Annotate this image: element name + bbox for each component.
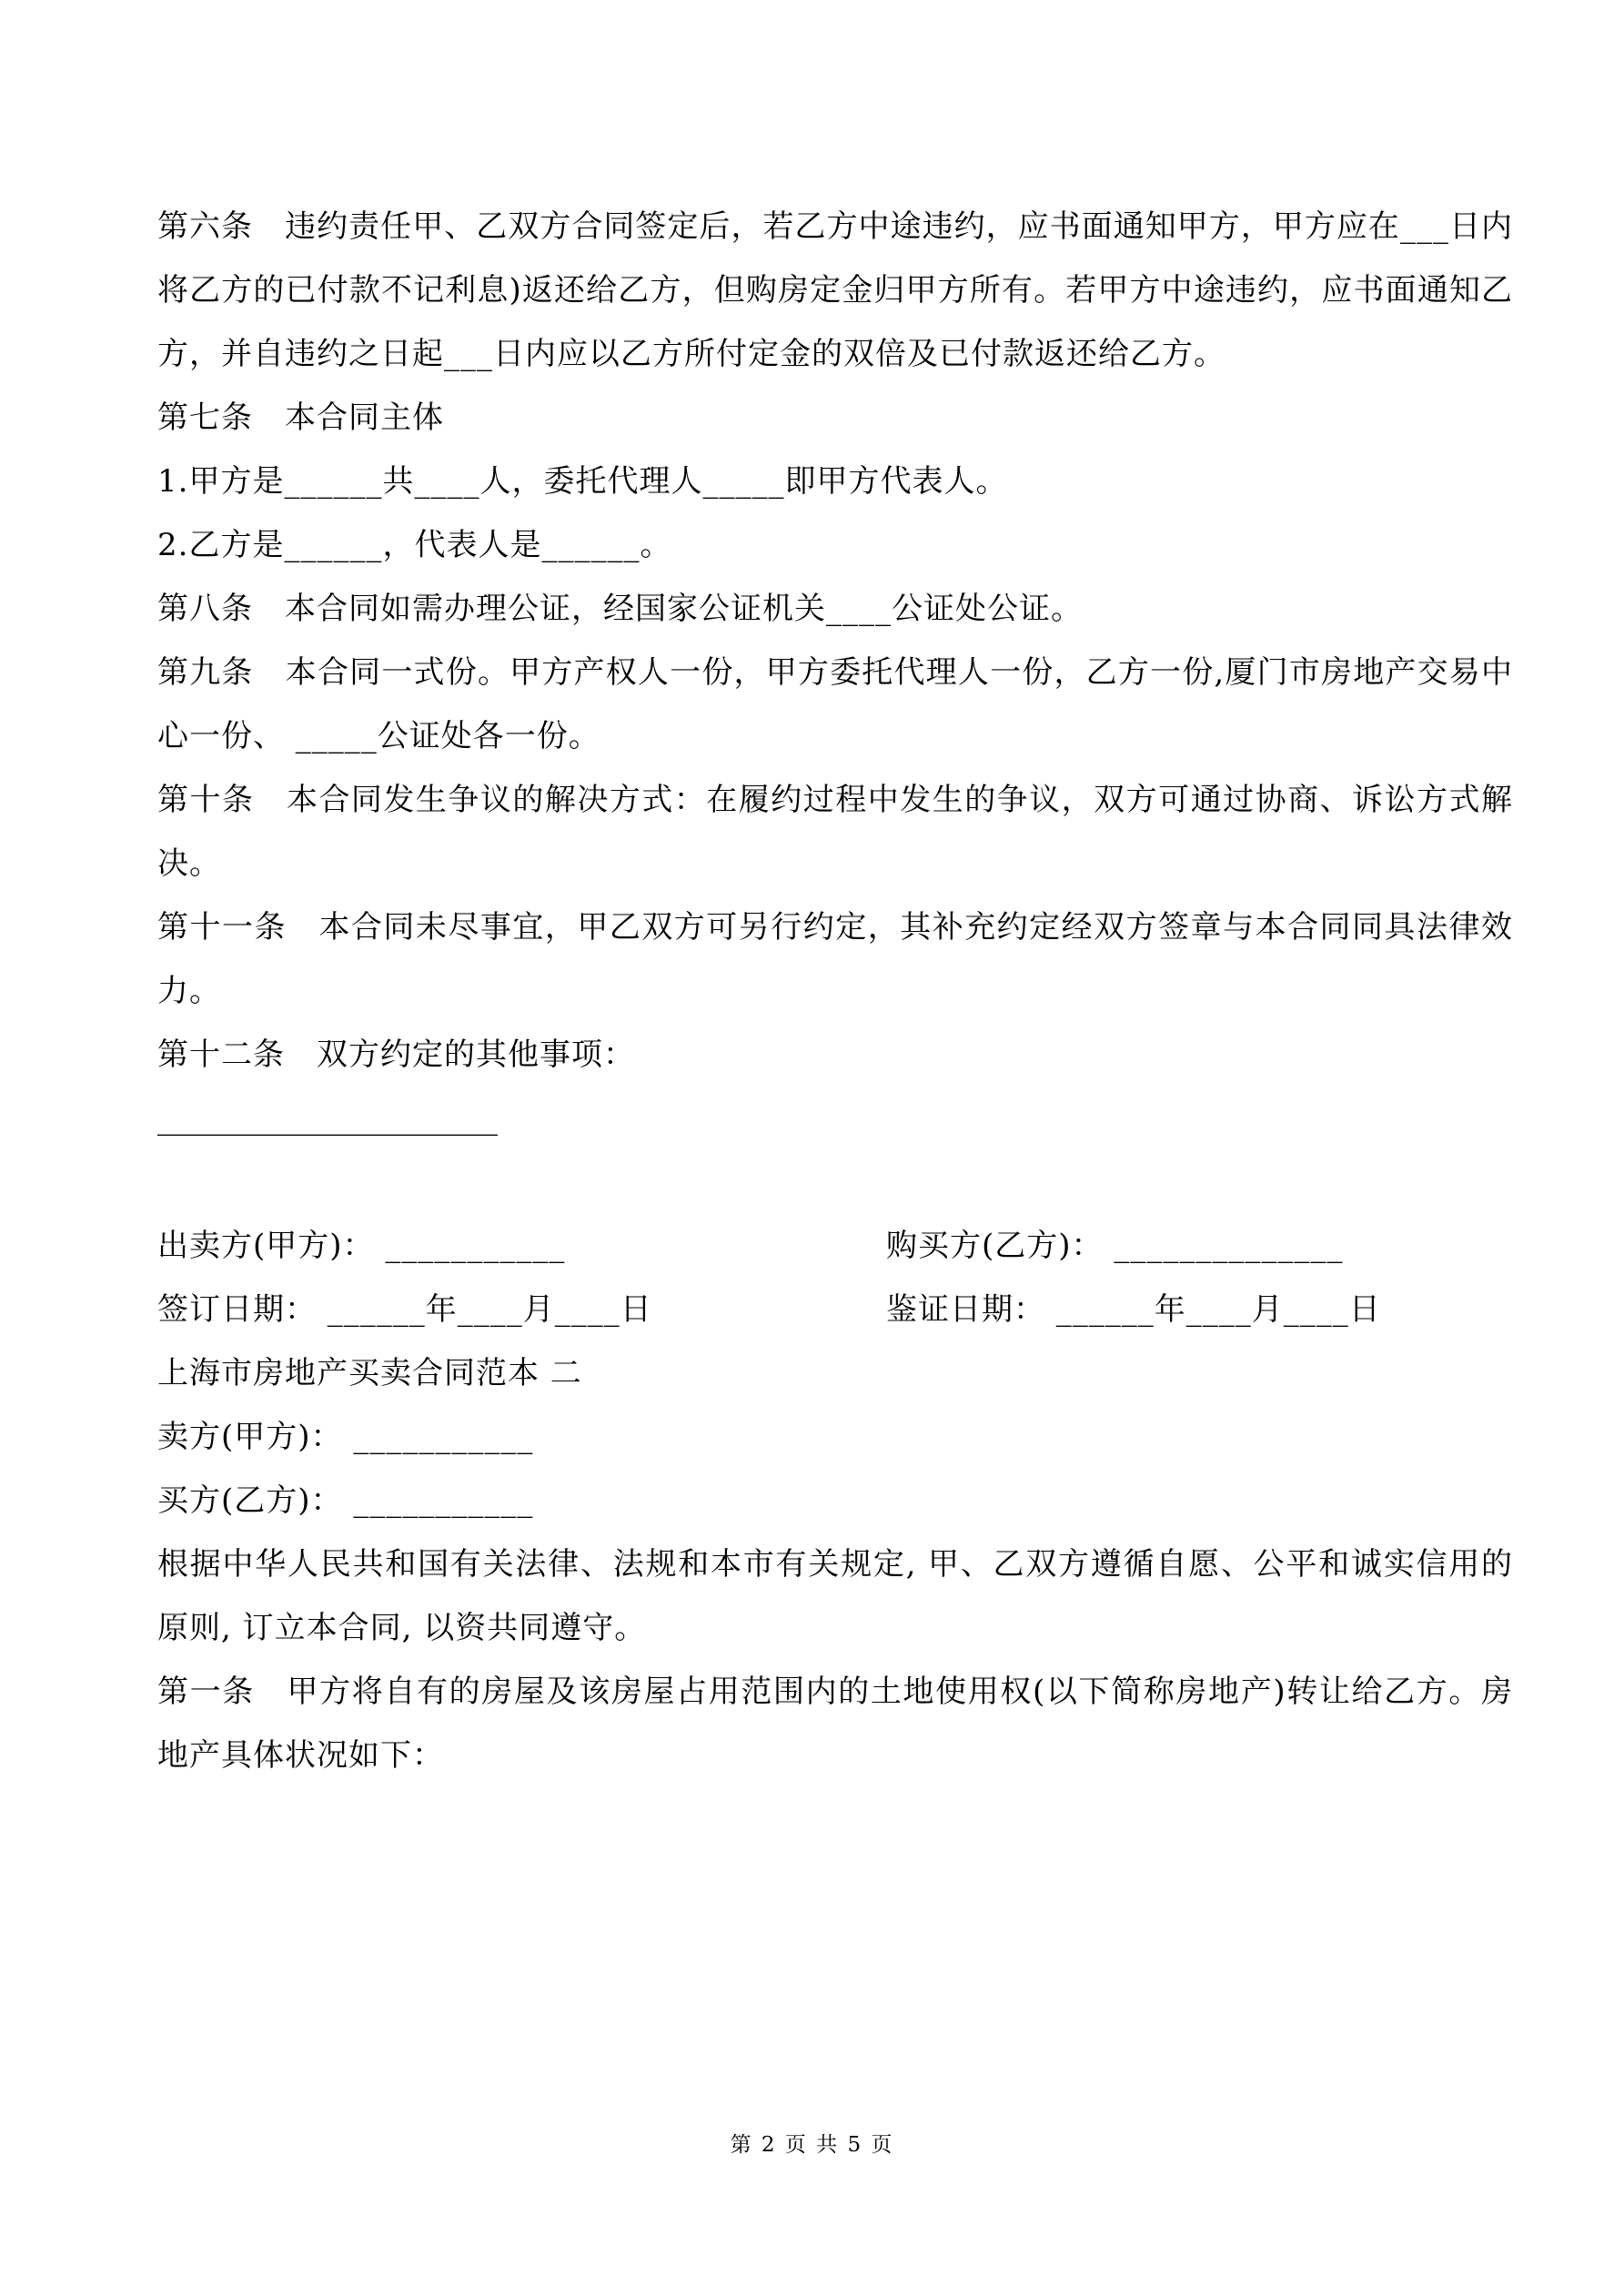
clause-10-paragraph: 第十条 本合同发生争议的解决方式：在履约过程中发生的争议，双方可通过协商、诉讼方式解决。 [157, 782, 1513, 882]
section2-buyer-label: 买方(乙方)： ___________ [157, 1482, 534, 1519]
section2-seller-label: 卖方(甲方)： ___________ [157, 1419, 534, 1455]
fill-in-blank-line: ______________________ [157, 1100, 498, 1137]
seller-signature-label: 出卖方(甲方)： ___________ [157, 1228, 566, 1264]
section2-title: 上海市房地产买卖合同范本 二 [157, 1355, 582, 1391]
clause-7-title: 第七条 本合同主体 [157, 400, 444, 436]
signature-row-parties [157, 1214, 1513, 1278]
clause-6-paragraph: 第六条 违约责任甲、乙双方合同签定后，若乙方中途违约，应书面通知甲方，甲方应在___日内将乙方的已付款不记利息)返还给乙方，但购房定金归甲方所有。若甲方中途违约，应书面通知乙方，并自违约之日起___日内应以乙方所付定金的双倍及已付款返还给乙方。 [157, 208, 1513, 372]
clause-8-paragraph: 第八条 本合同如需办理公证，经国家公证机关____公证处公证。 [157, 591, 1083, 627]
clause-7-item-2: 2.乙方是______，代表人是______。 [157, 527, 672, 563]
page-number-footer: 第 2 页 共 5 页 [730, 2133, 894, 2157]
contract-body [157, 195, 1513, 1787]
clause-7-item-1: 1.甲方是______共____人，委托代理人_____即甲方代表人。 [157, 463, 1008, 500]
clause-12-title: 第十二条 双方约定的其他事项： [157, 1037, 635, 1073]
buyer-signature-label: 购买方(乙方)： ______________ [886, 1228, 1344, 1264]
attestation-date-label: 鉴证日期： ______年____月____日 [886, 1291, 1381, 1328]
clause-9-paragraph: 第九条 本合同一式份。甲方产权人一份，甲方委托代理人一份，乙方一份,厦门市房地产交易中心一份、 _____公证处各一份。 [157, 654, 1513, 754]
section2-clause-1: 第一条 甲方将自有的房屋及该房屋占用范围内的土地使用权(以下简称房地产)转让给乙方。房地产具体状况如下： [157, 1674, 1513, 1774]
signature-row-dates [157, 1278, 1513, 1341]
section2-preamble: 根据中华人民共和国有关法律、法规和本市有关规定, 甲、乙双方遵循自愿、公平和诚实信用的原则, 订立本合同, 以资共同遵守。 [157, 1546, 1513, 1646]
signing-date-label: 签订日期： ______年____月____日 [157, 1291, 652, 1328]
clause-11-paragraph: 第十一条 本合同未尽事宜，甲乙双方可另行约定，其补充约定经双方签章与本合同同具法律效力。 [157, 909, 1513, 1009]
